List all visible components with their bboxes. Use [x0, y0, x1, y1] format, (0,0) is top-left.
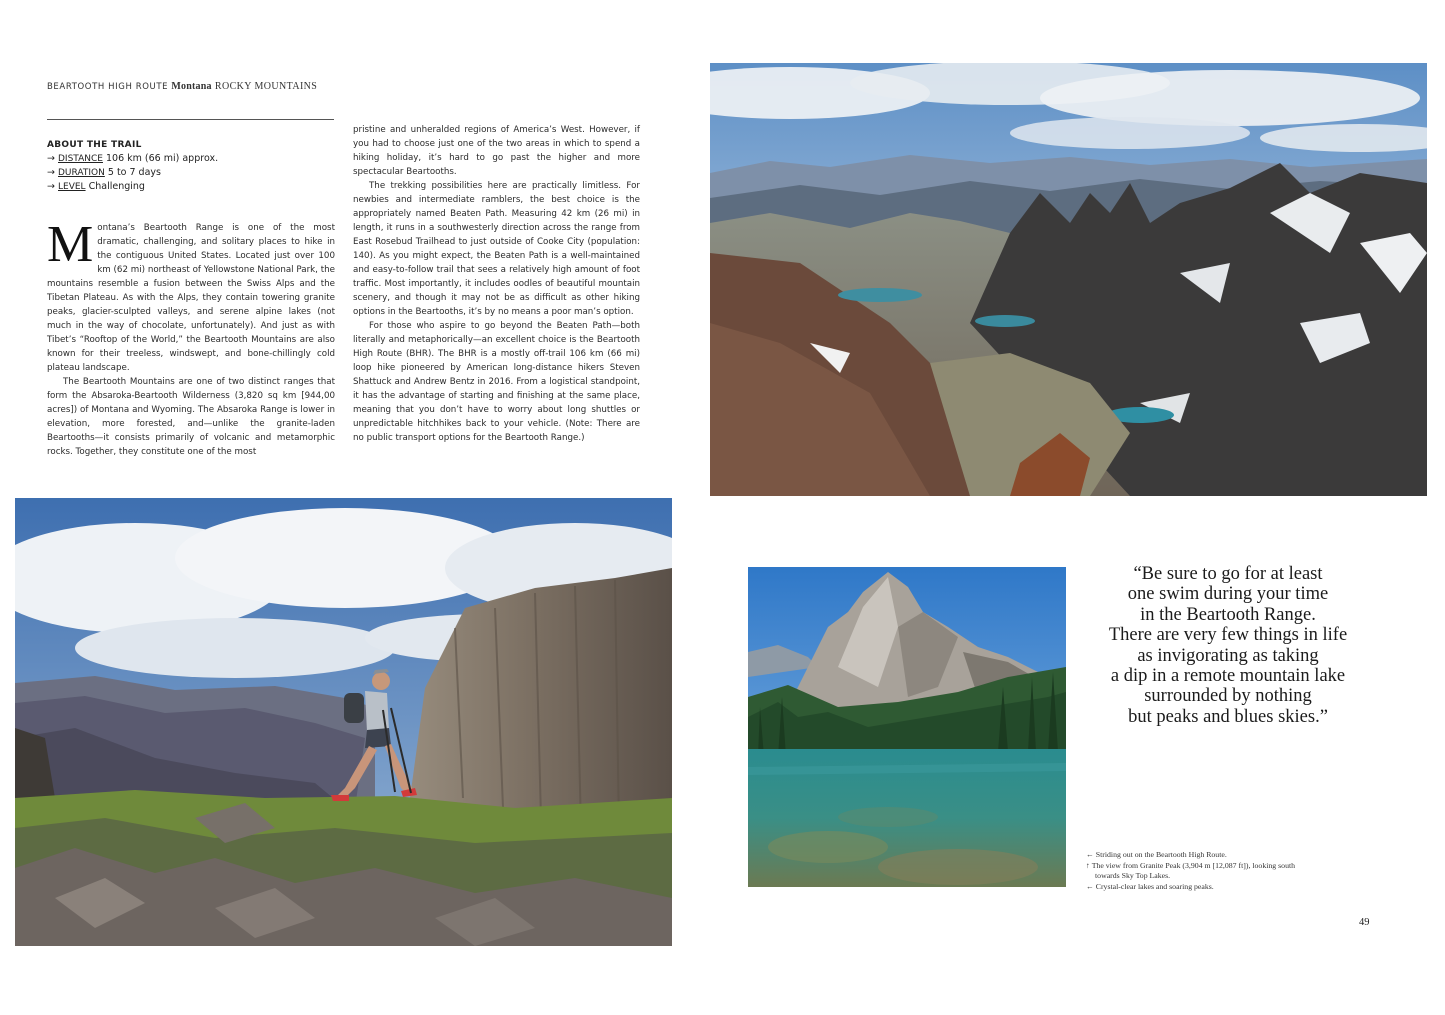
trail-fact-distance — [47, 152, 334, 166]
running-head — [47, 81, 317, 92]
arrow-icon: → — [47, 167, 55, 178]
trail-fact-level — [47, 180, 334, 194]
trail-fact-label: DISTANCE — [58, 154, 103, 164]
article-paragraph: pristine and unheralded regions of America’s West. However, if you had to choose just one of the two areas in which to spend a hiking holiday, it’s hard to go past the higher and more spectacular Beartooths. — [353, 125, 640, 177]
photo-granite-peak-view — [710, 63, 1427, 496]
trail-fact-label: DURATION — [58, 168, 105, 178]
trail-facts — [47, 138, 334, 194]
article-paragraph — [47, 216, 335, 375]
pull-quote-line: There are very few things in life — [1108, 625, 1348, 646]
running-head-region: ROCKY MOUNTAINS — [214, 81, 318, 92]
page-number: 49 — [1359, 917, 1370, 928]
pull-quote-line: surrounded by nothing — [1144, 686, 1312, 707]
pull-quote-line: a dip in a remote mountain lake — [1110, 666, 1346, 687]
trail-fact-label: LEVEL — [58, 182, 86, 192]
drop-cap: M — [47, 216, 94, 273]
article-column-left — [47, 216, 335, 459]
arrow-icon: → — [47, 153, 55, 164]
pull-quote-line: “Be sure to go for at least — [1133, 564, 1323, 584]
hiker-image — [15, 498, 672, 946]
trail-facts-title: ABOUT THE TRAIL — [47, 140, 142, 150]
caption-hiker: ← Striding out on the Beartooth High Route. — [1086, 850, 1227, 859]
trail-fact-value: 5 to 7 days — [107, 167, 161, 178]
article-paragraph: The Beartooth Mountains are one of two distinct ranges that form the Absaroka-Beartooth Wilderness (3,820 sq km [944,00 acres]) of Montana and Wyoming. The Absaroka Range is lower in elevation, more forested, and—unlike the granite-laden Beartooths—it consists primarily of volcanic and metamorphic rocks. Together, they constitute one of the most — [47, 377, 335, 457]
pull-quote-line: in the Beartooth Range. — [1140, 604, 1316, 625]
mountain-landscape-image — [710, 63, 1427, 496]
running-head-route: BEARTOOTH HIGH ROUTE — [47, 82, 169, 92]
trail-fact-value: 106 km (66 mi) approx. — [106, 153, 219, 164]
photo-hiker-high-route — [15, 498, 672, 946]
header-divider — [47, 119, 334, 120]
article-column-right — [353, 123, 640, 445]
pull-quote-line: one swim during your time — [1127, 584, 1329, 605]
pull-quote-line: as invigorating as taking — [1137, 645, 1319, 666]
photo-mountain-lake — [748, 567, 1066, 887]
article-paragraph: For those who aspire to go beyond the Beaten Path—both literally and metaphorically—an excellent choice is the Beartooth High Route (BHR). The BHR is a mostly off-trail 106 km (66 mi) loop hike pioneered by American long-distance hikers Steven Shattuck and Andrew Bentz in 2016. From a logistical standpoint, it has the advantage of starting and finishing at the same place, meaning that you don’t have to worry about long shuttles or unpredictable hitchhikes back to your vehicle. (Note: There are no public transport options for the Beartooth Range.) — [353, 321, 640, 443]
lake-image — [748, 567, 1066, 887]
trail-fact-duration — [47, 166, 334, 180]
caption-lake: ← Crystal-clear lakes and soaring peaks. — [1086, 881, 1214, 891]
article-paragraph: The trekking possibilities here are practically limitless. For newbies and intermediate ramblers, the best choice is the appropriately named Beaten Path. Measuring 42 km (26 mi) in length, it runs in a southwesterly direction across the range from East Rosebud Trailhead to just outside of Cooke City (population: 140). As you might expect, the Beaten Path is a well-maintained and easy-to-follow trail that sees a relatively high amount of foot traffic. Most importantly, it includes oodles of beautiful mountain scenery, and though it may not be as difficult as other hiking options in the Beartooths, it’s by no means a poor man’s option. — [353, 181, 640, 317]
running-head-state: Montana — [171, 81, 212, 92]
caption-granite-peak: ↑ The view from Granite Peak (3,904 m [12,087 ft]), looking south towards Sky Top Lakes. — [1086, 860, 1296, 880]
pull-quote-line: but peaks and blues skies.” — [1128, 706, 1328, 727]
trail-fact-value: Challenging — [88, 181, 145, 192]
pull-quote — [1084, 564, 1372, 727]
paragraph-text: ontana’s Beartooth Range is one of the most dramatic, challenging, and solitary places to hike in the contiguous United States. Located just over 100 km (62 mi) northeast of Yellowstone National Park, the mountains resemble a fusion between the Swiss Alps and the Tibetan Plateau. As with the Alps, they contain towering granite peaks, glacier-sculpted valleys, and serene alpine lakes (not much in the way of chocolate, unfortunately). And just as with Tibet’s “Rooftop of the World,” the Beartooth Mountains are also known for their treeless, windswept, and bone-chillingly cold plateau landscape. — [47, 223, 335, 373]
photo-captions — [1086, 850, 1306, 892]
arrow-icon: → — [47, 181, 55, 192]
